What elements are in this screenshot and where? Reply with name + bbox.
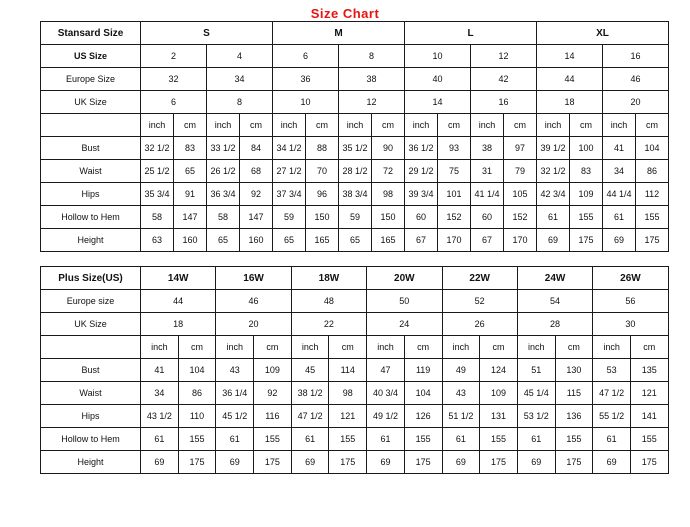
table-row — [41, 183, 669, 206]
table-row-group-header — [41, 22, 669, 45]
table-cell: 39 1/2 — [537, 137, 570, 160]
table-cell: 98 — [372, 183, 405, 206]
table-cell: 43 1/2 — [141, 405, 179, 428]
group-header-14w: 14W — [141, 267, 216, 290]
table-cell: 40 3/4 — [367, 382, 405, 405]
table-cell: 14 — [537, 45, 603, 68]
table-cell: 109 — [254, 359, 292, 382]
table-cell: 44 — [141, 290, 216, 313]
table-cell: 26 — [442, 313, 517, 336]
table-cell: 69 — [291, 451, 329, 474]
table-cell: 96 — [306, 183, 339, 206]
table-row — [41, 45, 669, 68]
table-cell: 83 — [570, 160, 603, 183]
unit-cell: inch — [603, 114, 636, 137]
table-cell: 61 — [537, 206, 570, 229]
table-cell: 43 — [216, 359, 254, 382]
table-cell: 38 3/4 — [339, 183, 372, 206]
unit-cell: cm — [504, 114, 537, 137]
unit-cell: inch — [339, 114, 372, 137]
table-cell: 69 — [593, 451, 631, 474]
table-cell: 45 — [291, 359, 329, 382]
table-cell: 175 — [555, 451, 593, 474]
table-cell: 69 — [367, 451, 405, 474]
table-cell: 110 — [178, 405, 216, 428]
table-row — [41, 229, 669, 252]
unit-cell: cm — [404, 336, 442, 359]
unit-cell: inch — [141, 114, 174, 137]
row-label: US Size — [41, 45, 141, 68]
unit-cell: inch — [442, 336, 480, 359]
table-cell: 91 — [174, 183, 207, 206]
table-cell: 130 — [555, 359, 593, 382]
table-cell: 160 — [174, 229, 207, 252]
table-cell: 16 — [603, 45, 669, 68]
table-cell: 60 — [471, 206, 504, 229]
table-cell: 65 — [273, 229, 306, 252]
table-cell: 49 — [442, 359, 480, 382]
table-cell: 34 — [207, 68, 273, 91]
table-cell: 92 — [240, 183, 273, 206]
row-label: UK Size — [41, 313, 141, 336]
unit-cell: inch — [291, 336, 329, 359]
unit-cell: inch — [367, 336, 405, 359]
table-cell: 65 — [207, 229, 240, 252]
table-cell: 4 — [207, 45, 273, 68]
table-cell: 56 — [593, 290, 668, 313]
table-cell: 58 — [207, 206, 240, 229]
table-cell: 131 — [480, 405, 518, 428]
table-cell: 6 — [141, 91, 207, 114]
table-cell: 119 — [404, 359, 442, 382]
table-cell: 29 1/2 — [405, 160, 438, 183]
table-cell: 38 — [471, 137, 504, 160]
table-cell: 165 — [306, 229, 339, 252]
table-cell: 155 — [329, 428, 367, 451]
table-cell: 68 — [240, 160, 273, 183]
unit-cell: inch — [471, 114, 504, 137]
row-label: Waist — [41, 160, 141, 183]
table-cell: 61 — [216, 428, 254, 451]
table-row — [41, 382, 669, 405]
table-cell: 34 — [141, 382, 179, 405]
table-cell: 36 1/4 — [216, 382, 254, 405]
plus-size-table-wrap — [0, 266, 690, 474]
table-cell: 104 — [404, 382, 442, 405]
table-cell: 92 — [254, 382, 292, 405]
table-row — [41, 451, 669, 474]
table-cell: 26 1/2 — [207, 160, 240, 183]
table-cell: 37 3/4 — [273, 183, 306, 206]
unit-cell: cm — [480, 336, 518, 359]
group-header-s: S — [141, 22, 273, 45]
table-cell: 147 — [174, 206, 207, 229]
table-cell: 48 — [291, 290, 366, 313]
group-header-24w: 24W — [517, 267, 592, 290]
table-cell: 90 — [372, 137, 405, 160]
unit-cell: inch — [517, 336, 555, 359]
table-cell: 116 — [254, 405, 292, 428]
table-cell: 42 3/4 — [537, 183, 570, 206]
unit-cell: inch — [405, 114, 438, 137]
table-cell: 55 1/2 — [593, 405, 631, 428]
row-label: Hollow to Hem — [41, 428, 141, 451]
table-cell: 121 — [630, 382, 668, 405]
table-cell: 39 3/4 — [405, 183, 438, 206]
table-cell: 30 — [593, 313, 668, 336]
table-cell: 155 — [636, 206, 669, 229]
table-row-group-header — [41, 267, 669, 290]
table-cell: 83 — [174, 137, 207, 160]
table-cell: 44 — [537, 68, 603, 91]
table-cell: 155 — [630, 428, 668, 451]
row-label: Europe Size — [41, 68, 141, 91]
table-cell: 36 — [273, 68, 339, 91]
table-cell: 50 — [367, 290, 442, 313]
table-cell: 65 — [339, 229, 372, 252]
table-cell: 150 — [306, 206, 339, 229]
table-cell: 45 1/4 — [517, 382, 555, 405]
table-cell: 124 — [480, 359, 518, 382]
table-cell: 175 — [636, 229, 669, 252]
table-cell: 58 — [141, 206, 174, 229]
table-cell: 18 — [537, 91, 603, 114]
unit-cell: cm — [372, 114, 405, 137]
table-cell: 155 — [555, 428, 593, 451]
group-header-m: M — [273, 22, 405, 45]
table-cell: 65 — [174, 160, 207, 183]
row-label: Height — [41, 451, 141, 474]
table-cell: 147 — [240, 206, 273, 229]
table-cell: 61 — [593, 428, 631, 451]
table-cell: 34 1/2 — [273, 137, 306, 160]
table-row — [41, 290, 669, 313]
table-cell: 45 1/2 — [216, 405, 254, 428]
table-cell: 54 — [517, 290, 592, 313]
table-row — [41, 313, 669, 336]
table-cell: 75 — [438, 160, 471, 183]
table-cell: 69 — [141, 451, 179, 474]
table-cell: 135 — [630, 359, 668, 382]
unit-cell: cm — [630, 336, 668, 359]
table-row — [41, 359, 669, 382]
table-cell: 47 1/2 — [593, 382, 631, 405]
unit-cell: cm — [438, 114, 471, 137]
table-cell: 46 — [603, 68, 669, 91]
table-cell: 175 — [480, 451, 518, 474]
table-cell: 67 — [405, 229, 438, 252]
table-cell: 20 — [603, 91, 669, 114]
table-cell: 6 — [273, 45, 339, 68]
table-row-units — [41, 336, 669, 359]
table-row-units — [41, 114, 669, 137]
table-cell: 47 — [367, 359, 405, 382]
page-title: Size Chart — [310, 6, 380, 21]
table-cell: 38 — [339, 68, 405, 91]
table-cell: 51 — [517, 359, 555, 382]
table-cell: 175 — [570, 229, 603, 252]
table-cell: 112 — [636, 183, 669, 206]
table-cell: 152 — [438, 206, 471, 229]
table-cell: 67 — [471, 229, 504, 252]
unit-cell: inch — [273, 114, 306, 137]
table-cell: 44 1/4 — [603, 183, 636, 206]
table-cell: 10 — [405, 45, 471, 68]
table-cell: 20 — [216, 313, 291, 336]
table-cell: 155 — [254, 428, 292, 451]
unit-cell: inch — [207, 114, 240, 137]
group-header-26w: 26W — [593, 267, 668, 290]
unit-cell: cm — [306, 114, 339, 137]
table-cell: 28 1/2 — [339, 160, 372, 183]
table-cell: 175 — [329, 451, 367, 474]
table-cell: 41 — [603, 137, 636, 160]
table-cell: 86 — [636, 160, 669, 183]
table-cell: 165 — [372, 229, 405, 252]
table-cell: 109 — [570, 183, 603, 206]
unit-cell: cm — [254, 336, 292, 359]
table-cell: 49 1/2 — [367, 405, 405, 428]
row-label: Waist — [41, 382, 141, 405]
table-cell: 69 — [216, 451, 254, 474]
table-cell: 109 — [480, 382, 518, 405]
table-cell: 175 — [404, 451, 442, 474]
row-label: Hips — [41, 183, 141, 206]
group-header-20w: 20W — [367, 267, 442, 290]
unit-cell: inch — [537, 114, 570, 137]
unit-cell: cm — [555, 336, 593, 359]
row-label: Hips — [41, 405, 141, 428]
table-cell: 114 — [329, 359, 367, 382]
row-label-empty — [41, 336, 141, 359]
group-header-18w: 18W — [291, 267, 366, 290]
table-cell: 69 — [517, 451, 555, 474]
table-cell: 33 1/2 — [207, 137, 240, 160]
table-cell: 35 3/4 — [141, 183, 174, 206]
table-cell: 38 1/2 — [291, 382, 329, 405]
unit-cell: inch — [141, 336, 179, 359]
table-cell: 72 — [372, 160, 405, 183]
row-label: Bust — [41, 359, 141, 382]
table-cell: 155 — [178, 428, 216, 451]
group-header-xl: XL — [537, 22, 669, 45]
table-cell: 121 — [329, 405, 367, 428]
table-cell: 141 — [630, 405, 668, 428]
table-cell: 61 — [517, 428, 555, 451]
table-cell: 41 1/4 — [471, 183, 504, 206]
table-cell: 22 — [291, 313, 366, 336]
table-cell: 61 — [367, 428, 405, 451]
table-cell: 115 — [555, 382, 593, 405]
table-cell: 101 — [438, 183, 471, 206]
table-cell: 16 — [471, 91, 537, 114]
table-cell: 69 — [537, 229, 570, 252]
table-header-standard-size: Stansard Size — [41, 22, 141, 45]
table-cell: 52 — [442, 290, 517, 313]
table-cell: 24 — [367, 313, 442, 336]
table-row — [41, 428, 669, 451]
row-label: Europe size — [41, 290, 141, 313]
table-cell: 32 1/2 — [537, 160, 570, 183]
table-cell: 32 1/2 — [141, 137, 174, 160]
table-cell: 175 — [254, 451, 292, 474]
group-header-22w: 22W — [442, 267, 517, 290]
unit-cell: cm — [329, 336, 367, 359]
row-label: UK Size — [41, 91, 141, 114]
table-cell: 25 1/2 — [141, 160, 174, 183]
table-cell: 61 — [603, 206, 636, 229]
table-row — [41, 137, 669, 160]
table-cell: 36 1/2 — [405, 137, 438, 160]
unit-cell: cm — [174, 114, 207, 137]
group-header-16w: 16W — [216, 267, 291, 290]
table-cell: 53 1/2 — [517, 405, 555, 428]
table-cell: 88 — [306, 137, 339, 160]
table-cell: 27 1/2 — [273, 160, 306, 183]
row-label: Hollow to Hem — [41, 206, 141, 229]
table-cell: 36 3/4 — [207, 183, 240, 206]
table-row — [41, 405, 669, 428]
table-cell: 42 — [471, 68, 537, 91]
unit-cell: cm — [570, 114, 603, 137]
table-cell: 34 — [603, 160, 636, 183]
table-cell: 35 1/2 — [339, 137, 372, 160]
table-cell: 14 — [405, 91, 471, 114]
table-cell: 70 — [306, 160, 339, 183]
table-cell: 69 — [442, 451, 480, 474]
table-cell: 84 — [240, 137, 273, 160]
table-cell: 175 — [630, 451, 668, 474]
table-cell: 2 — [141, 45, 207, 68]
table-row — [41, 68, 669, 91]
unit-cell: cm — [636, 114, 669, 137]
table-cell: 61 — [442, 428, 480, 451]
group-header-l: L — [405, 22, 537, 45]
table-cell: 150 — [372, 206, 405, 229]
table-cell: 61 — [291, 428, 329, 451]
table-cell: 28 — [517, 313, 592, 336]
table-cell: 104 — [636, 137, 669, 160]
row-label: Bust — [41, 137, 141, 160]
table-cell: 59 — [273, 206, 306, 229]
table-cell: 59 — [339, 206, 372, 229]
table-cell: 170 — [504, 229, 537, 252]
unit-cell: inch — [593, 336, 631, 359]
table-cell: 105 — [504, 183, 537, 206]
table-row — [41, 206, 669, 229]
row-label-empty — [41, 114, 141, 137]
standard-size-table — [40, 21, 669, 252]
table-cell: 152 — [504, 206, 537, 229]
table-cell: 100 — [570, 137, 603, 160]
table-cell: 98 — [329, 382, 367, 405]
table-cell: 136 — [555, 405, 593, 428]
table-cell: 79 — [504, 160, 537, 183]
table-cell: 46 — [216, 290, 291, 313]
table-cell: 18 — [141, 313, 216, 336]
row-label: Height — [41, 229, 141, 252]
table-cell: 93 — [438, 137, 471, 160]
table-cell: 51 1/2 — [442, 405, 480, 428]
table-cell: 175 — [178, 451, 216, 474]
table-cell: 126 — [404, 405, 442, 428]
table-cell: 8 — [207, 91, 273, 114]
table-cell: 40 — [405, 68, 471, 91]
unit-cell: cm — [240, 114, 273, 137]
table-header-plus-size: Plus Size(US) — [41, 267, 141, 290]
table-cell: 155 — [570, 206, 603, 229]
table-cell: 47 1/2 — [291, 405, 329, 428]
table-cell: 12 — [339, 91, 405, 114]
plus-size-table — [40, 266, 669, 474]
table-cell: 69 — [603, 229, 636, 252]
table-row — [41, 160, 669, 183]
table-cell: 31 — [471, 160, 504, 183]
table-cell: 53 — [593, 359, 631, 382]
table-cell: 60 — [405, 206, 438, 229]
table-cell: 43 — [442, 382, 480, 405]
standard-size-table-wrap — [0, 21, 690, 252]
table-cell: 32 — [141, 68, 207, 91]
table-cell: 155 — [480, 428, 518, 451]
table-cell: 41 — [141, 359, 179, 382]
table-cell: 86 — [178, 382, 216, 405]
table-row — [41, 91, 669, 114]
table-cell: 170 — [438, 229, 471, 252]
table-cell: 61 — [141, 428, 179, 451]
table-cell: 63 — [141, 229, 174, 252]
table-cell: 160 — [240, 229, 273, 252]
table-cell: 97 — [504, 137, 537, 160]
table-cell: 8 — [339, 45, 405, 68]
table-cell: 12 — [471, 45, 537, 68]
table-cell: 10 — [273, 91, 339, 114]
table-cell: 155 — [404, 428, 442, 451]
unit-cell: cm — [178, 336, 216, 359]
table-cell: 104 — [178, 359, 216, 382]
unit-cell: inch — [216, 336, 254, 359]
